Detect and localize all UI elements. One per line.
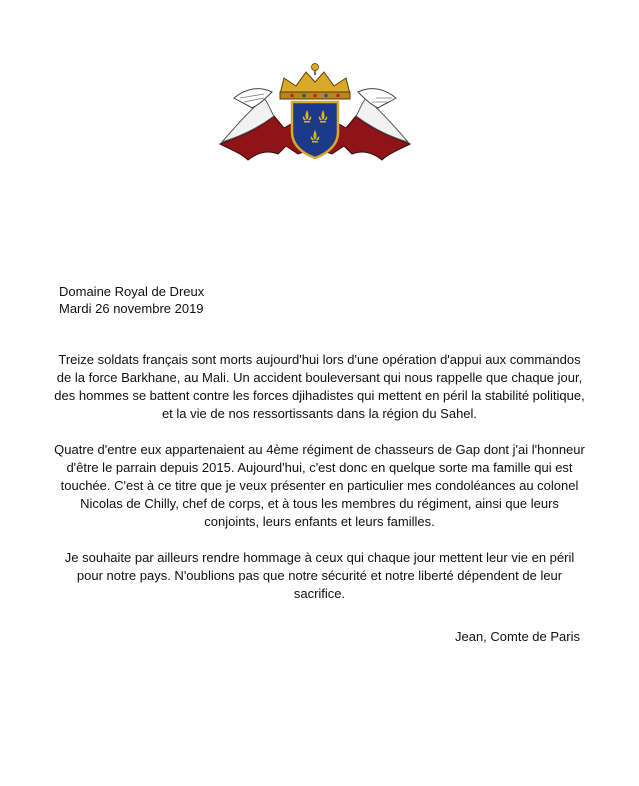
letter-header	[59, 283, 204, 317]
paragraph-2: Quatre d'entre eux appartenaient au 4ème régiment de chasseurs de Gap dont j'ai l'honneur d'être le parrain depuis 2015. Aujourd'hui, c'est donc en quelque sorte ma famille qui est touchée. C'est à ce titre que je veux présenter en particulier mes condoléances au colonel Nicolas de Chilly, chef de corps, et à tous les membres du régiment, ainsi que leurs conjoints, leurs enfants et leurs familles.	[54, 442, 585, 529]
royal-coat-of-arms-icon	[212, 58, 418, 168]
paragraph-1: Treize soldats français sont morts aujourd'hui lors d'une opération d'appui aux commandos de la force Barkhane, au Mali. Un accident bouleversant qui nous rappelle que chaque jour, des hommes se battent contre les forces djihadistes qui mettent en péril la stabilité politique, et la vie de nos ressortissants dans la région du Sahel.	[54, 352, 585, 421]
letter-body	[52, 351, 587, 621]
crown	[280, 72, 350, 94]
signature: Jean, Comte de Paris	[454, 629, 580, 644]
letter-place: Domaine Royal de Dreux	[59, 284, 205, 299]
letter-date: Mardi 26 novembre 2019	[59, 301, 204, 316]
paragraph-3: Je souhaite par ailleurs rendre hommage à ceux qui chaque jour mettent leur vie en péril pour notre pays. N'oublions pas que notre sécurité et notre liberté dépendent de leur sacrifice.	[64, 550, 575, 601]
